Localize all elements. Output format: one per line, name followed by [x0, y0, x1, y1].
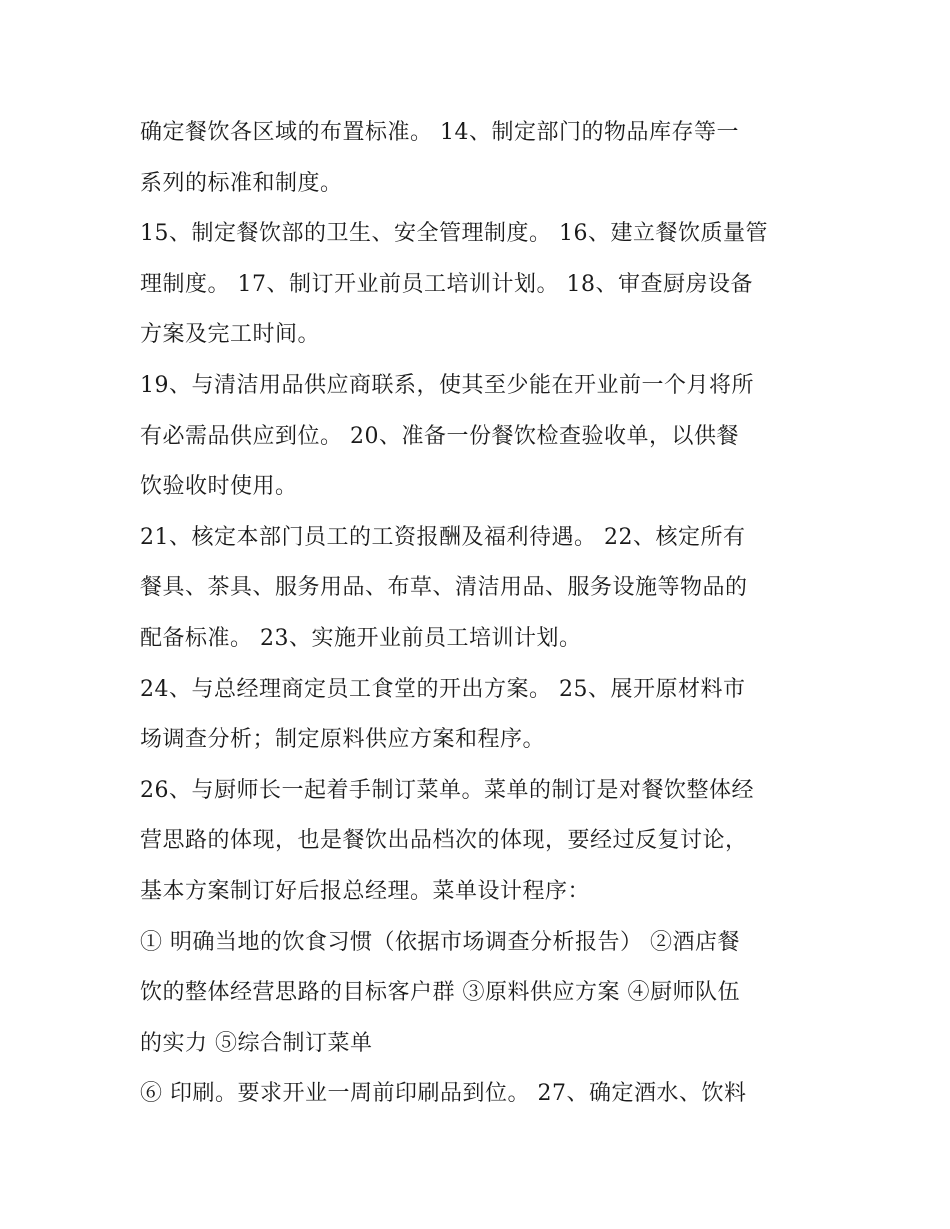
text-line: 有必需品供应到位。 20、准备一份餐饮检查验收单，以供餐	[140, 423, 739, 449]
text-line: 饮的整体经营思路的目标客户群 ③原料供应方案 ④厨师队伍	[140, 980, 740, 1006]
text-line: 24、与总经理商定员工食堂的开出方案。 25、展开原材料市	[140, 676, 746, 702]
text-line: 15、制定餐饮部的卫生、安全管理制度。 16、建立餐饮质量管	[140, 221, 768, 247]
text-line: 营思路的体现，也是餐饮出品档次的体现，要经过反复讨论，	[140, 828, 748, 854]
text-line: 场调查分析；制定原料供应方案和程序。	[140, 727, 546, 753]
text-line: 饮验收时使用。	[140, 474, 298, 500]
text-line: 基本方案制订好后报总经理。菜单设计程序：	[140, 878, 591, 904]
text-line: ① 明确当地的饮食习惯（依据市场调查分析报告） ②酒店餐	[140, 929, 740, 955]
document-page	[140, 108, 830, 1120]
text-line: 的实力 ⑤综合制订菜单	[140, 1030, 373, 1056]
text-line: 26、与厨师长一起着手制订菜单。菜单的制订是对餐饮整体经	[140, 777, 754, 803]
text-line: 系列的标准和制度。	[140, 170, 343, 196]
text-line: 配备标准。 23、实施开业前员工培训计划。	[140, 625, 582, 651]
text-line: 理制度。 17、制订开业前员工培训计划。 18、审查厨房设备	[140, 271, 753, 297]
text-line: 方案及完工时间。	[140, 322, 321, 348]
text-line: 21、核定本部门员工的工资报酬及福利待遇。 22、核定所有	[140, 524, 746, 550]
text-line: 餐具、茶具、服务用品、布草、清洁用品、服务设施等物品的	[140, 575, 748, 601]
text-line: 19、与清洁用品供应商联系，使其至少能在开业前一个月将所	[140, 372, 754, 398]
text-line: ⑥ 印刷。要求开业一周前印刷品到位。 27、确定酒水、饮料	[140, 1081, 747, 1107]
text-line: 确定餐饮各区域的布置标准。 14、制定部门的物品库存等一	[140, 120, 739, 145]
